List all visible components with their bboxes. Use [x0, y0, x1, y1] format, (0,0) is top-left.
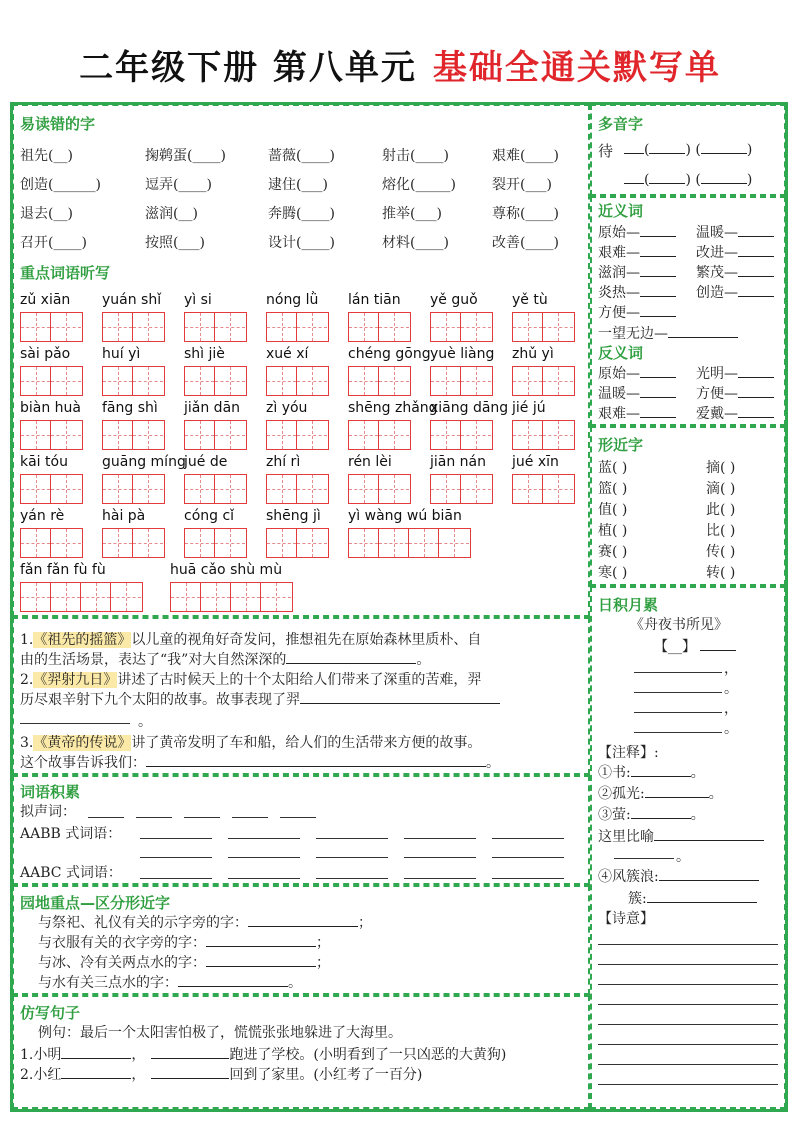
easy-char-item: 材料(____) — [382, 235, 449, 251]
grid-square — [543, 421, 573, 449]
grid-square — [51, 313, 81, 341]
grid-square — [171, 583, 201, 611]
similar-char: 此( ) — [706, 502, 736, 518]
writing-grid — [266, 312, 329, 342]
grid-square — [461, 367, 491, 395]
note-item: ③萤: 。 — [598, 807, 705, 823]
easy-char-item: 改善(____) — [492, 235, 559, 251]
pinyin-label: fāng shì — [102, 400, 158, 416]
synonym-item: 炎热— — [598, 282, 676, 302]
grid-square — [185, 421, 215, 449]
grid-square — [111, 583, 141, 611]
grid-square — [543, 475, 573, 503]
pinyin-label: biàn huà — [20, 400, 82, 416]
pinyin-label: yì si — [184, 292, 212, 308]
grid-square — [267, 529, 297, 557]
antonym-item: 艰难— — [598, 403, 676, 423]
writing-grid — [170, 582, 293, 612]
note-item: ②孤光: 。 — [598, 786, 723, 802]
poem-line — [634, 672, 722, 673]
pinyin-label: zhǔ yì — [512, 346, 554, 362]
poem-line — [634, 712, 722, 713]
writing-grid — [184, 420, 247, 450]
synonym-last: 一望无边— — [598, 323, 738, 343]
writing-grid — [430, 312, 493, 342]
writing-grid — [184, 528, 247, 558]
easy-char-item: 推举(___) — [382, 206, 442, 222]
pinyin-label: jué de — [184, 454, 228, 470]
grid-square — [231, 583, 261, 611]
similar-char: 寒( ) — [598, 565, 628, 581]
writing-grid — [20, 366, 83, 396]
answer-line — [316, 878, 388, 879]
writing-grid — [184, 312, 247, 342]
writing-grid — [184, 474, 247, 504]
writing-grid — [512, 366, 575, 396]
dictation-heading: 重点词语听写 — [20, 264, 111, 282]
meaning-line — [598, 1044, 778, 1045]
pinyin-label: lán tiān — [348, 292, 401, 308]
polyphone-char: 待 — [598, 142, 614, 160]
grid-square — [133, 475, 163, 503]
writing-grid — [20, 420, 83, 450]
pinyin-label: xiāng dāng — [430, 400, 509, 416]
pinyin-label: rén lèi — [348, 454, 392, 470]
grid-square — [103, 421, 133, 449]
grid-square — [185, 367, 215, 395]
pinyin-label: zǔ xiān — [20, 292, 71, 308]
grid-square — [379, 529, 409, 557]
grid-square — [349, 475, 379, 503]
easy-char-item: 退去(__) — [20, 206, 73, 222]
similar-char: 滴( ) — [706, 481, 736, 497]
onomatopoeia-label: 拟声词： — [20, 804, 76, 820]
pinyin-label: nóng lǜ — [266, 292, 319, 308]
easy-char-item: 滋润(__) — [145, 206, 198, 222]
answer-line — [88, 817, 124, 818]
grid-square — [513, 421, 543, 449]
grid-square — [461, 313, 491, 341]
meaning-line — [598, 1004, 778, 1005]
easy-char-item: 召开(____) — [20, 235, 87, 251]
similar-char: 蓝( ) — [598, 460, 628, 476]
grid-square — [261, 583, 291, 611]
writing-grid — [512, 474, 575, 504]
poem-author: 【__】 — [654, 636, 736, 656]
grid-square — [513, 367, 543, 395]
antonym-item: 方便— — [696, 383, 774, 403]
pinyin-label: yì wàng wú biān — [348, 508, 462, 524]
grid-square — [103, 313, 133, 341]
grid-square — [21, 421, 51, 449]
synonym-item: 原始— — [598, 222, 676, 242]
grid-square — [133, 529, 163, 557]
pinyin-label: cóng cǐ — [184, 508, 235, 524]
pinyin-label: chéng gōng — [348, 346, 431, 362]
pinyin-label: jiǎn dān — [184, 400, 241, 416]
easy-char-item: 逮住(___) — [268, 177, 328, 193]
antonym-item: 光明— — [696, 363, 774, 383]
synonym-item: 创造— — [696, 282, 774, 302]
easy-char-item: 尊称(____) — [492, 206, 559, 222]
grid-square — [185, 475, 215, 503]
answer-line — [316, 857, 388, 858]
text-paragraph-2: 2.《羿射九日》讲述了古时候天上的十个太阳给人们带来了深重的苦难，羿 历尽艰辛射下九个太阳的故事。故事表现了羿 — [20, 670, 586, 710]
writing-grid — [348, 366, 411, 396]
aabc-label: AABC 式词语： — [20, 865, 122, 881]
page-title: 二年级下册 第八单元 基础全通关默写单 — [79, 48, 721, 88]
grid-square — [431, 367, 461, 395]
grid-square — [297, 529, 327, 557]
answer-line — [140, 857, 212, 858]
answer-line — [232, 817, 268, 818]
pinyin-label: hài pà — [102, 508, 146, 524]
pinyin-label: jié jú — [512, 400, 546, 416]
writing-grid — [348, 420, 411, 450]
garden-line: 与水有关三点水的字： 。 — [38, 975, 302, 991]
grid-square — [349, 529, 379, 557]
pinyin-label: kāi tóu — [20, 454, 68, 470]
garden-line: 与祭祀、礼仪有关的示字旁的字： ； — [38, 915, 372, 931]
writing-grid — [266, 528, 329, 558]
grid-square — [267, 421, 297, 449]
grid-square — [215, 313, 245, 341]
grid-square — [379, 421, 409, 449]
grid-square — [513, 313, 543, 341]
easy-char-item: 熔化(_____) — [382, 177, 456, 193]
grid-square — [431, 421, 461, 449]
easy-char-item: 裂开(___) — [492, 177, 552, 193]
answer-line — [492, 878, 564, 879]
pinyin-label: yě tù — [512, 292, 548, 308]
synonym-item: 繁茂— — [696, 262, 774, 282]
easy-char-item: 射击(____) — [382, 148, 449, 164]
grid-square — [103, 367, 133, 395]
writing-grid — [430, 474, 493, 504]
grid-square — [297, 367, 327, 395]
meaning-label: 【诗意】 — [598, 911, 654, 927]
grid-square — [51, 529, 81, 557]
writing-grid — [266, 474, 329, 504]
easy-char-item: 奔腾(____) — [268, 206, 335, 222]
pinyin-label: sài pǎo — [20, 346, 71, 362]
pinyin-label: zì yóu — [266, 400, 308, 416]
answer-line — [136, 817, 172, 818]
grid-square — [215, 421, 245, 449]
imitate-sentence-1: 1.小明 ， 跑进了学校。(小明看到了一只凶恶的大黄狗) — [20, 1047, 507, 1063]
pinyin-label: shēng zhǎng — [348, 400, 438, 416]
imitate-heading: 仿写句子 — [20, 1004, 81, 1022]
imitate-example: 例句：最后一个太阳害怕极了，慌慌张张地躲进了大海里。 — [38, 1025, 402, 1041]
imitate-sentence-2: 2.小红 ， 回到了家里。(小红考了一百分) — [20, 1067, 423, 1083]
pinyin-label: yuán shǐ — [102, 292, 162, 308]
meaning-line — [598, 1064, 778, 1065]
writing-grid — [512, 312, 575, 342]
writing-grid — [348, 528, 471, 558]
grid-square — [215, 529, 245, 557]
poem-line — [634, 732, 722, 733]
grid-square — [439, 529, 469, 557]
answer-line — [228, 878, 300, 879]
answer-line — [404, 838, 476, 839]
synonym-item: 艰难— — [598, 242, 676, 262]
grid-square — [431, 313, 461, 341]
writing-grid — [266, 420, 329, 450]
pinyin-label: shēng jì — [266, 508, 321, 524]
writing-grid — [348, 474, 411, 504]
similar-char: 篮( ) — [598, 481, 628, 497]
grid-square — [431, 475, 461, 503]
grid-square — [21, 583, 51, 611]
grid-square — [297, 475, 327, 503]
synonym-item: 改进— — [696, 242, 774, 262]
poem-heading: 日积月累 — [598, 596, 659, 614]
answer-line — [140, 838, 212, 839]
writing-grid — [102, 420, 165, 450]
writing-grid — [102, 312, 165, 342]
writing-grid — [102, 474, 165, 504]
similar-char: 转( ) — [706, 565, 736, 581]
grid-square — [461, 421, 491, 449]
easy-char-item: 蔷薇(____) — [268, 148, 335, 164]
pinyin-label: jiān nán — [430, 454, 487, 470]
grid-square — [21, 529, 51, 557]
pinyin-label: zhí rì — [266, 454, 301, 470]
grid-square — [409, 529, 439, 557]
compare-line: 这里比喻 — [598, 826, 764, 846]
writing-grid — [430, 420, 493, 450]
answer-line — [280, 817, 316, 818]
answer-line — [404, 878, 476, 879]
writing-grid — [20, 528, 83, 558]
grid-square — [21, 313, 51, 341]
synonyms-heading: 近义词 — [598, 202, 644, 220]
pinyin-label: yě guǒ — [430, 292, 478, 308]
easy-char-item: 祖先(__) — [20, 148, 73, 164]
grid-square — [201, 583, 231, 611]
poem-title: 《舟夜书所见》 — [630, 617, 728, 633]
easy-char-item: 创造(______) — [20, 177, 101, 193]
answer-line — [492, 857, 564, 858]
grid-square — [461, 475, 491, 503]
aabb-label: AABB 式词语： — [20, 826, 122, 842]
answer-line — [404, 857, 476, 858]
writing-grid — [430, 366, 493, 396]
grid-square — [133, 367, 163, 395]
polyphone-heading: 多音字 — [598, 115, 644, 133]
cu-line: 簇: — [628, 888, 757, 908]
writing-grid — [20, 474, 83, 504]
grid-square — [185, 313, 215, 341]
answer-line — [184, 817, 220, 818]
answer-line — [316, 838, 388, 839]
meaning-line — [598, 1024, 778, 1025]
answer-line — [228, 857, 300, 858]
meaning-line — [598, 944, 778, 945]
easy-chars-heading: 易读错的字 — [20, 115, 96, 133]
grid-square — [21, 475, 51, 503]
similar-heading: 形近字 — [598, 436, 644, 454]
note-item: ①书: 。 — [598, 765, 705, 781]
grid-square — [379, 367, 409, 395]
meaning-line — [598, 984, 778, 985]
easy-char-item: 设计(____) — [268, 235, 335, 251]
pinyin-label: guāng míng — [102, 454, 186, 470]
similar-char: 摘( ) — [706, 460, 736, 476]
easy-char-item: 艰难(____) — [492, 148, 559, 164]
grid-square — [513, 475, 543, 503]
garden-line: 与衣服有关的衣字旁的字： ； — [38, 935, 330, 951]
similar-char: 赛( ) — [598, 544, 628, 560]
meaning-line — [598, 1084, 778, 1085]
grid-square — [103, 475, 133, 503]
writing-grid — [20, 312, 83, 342]
grid-square — [81, 583, 111, 611]
grid-square — [379, 475, 409, 503]
text-paragraph-1: 1.《祖先的摇篮》以儿童的视角好奇发问，推想祖先在原始森林里质朴、自 由的生活场景，表达了“我”对大自然深深的 。 — [20, 632, 482, 668]
similar-char: 传( ) — [706, 544, 736, 560]
writing-grid — [102, 528, 165, 558]
pinyin-label: huā cǎo shù mù — [170, 562, 283, 578]
easy-char-item: 掬鹈蛋(____) — [145, 148, 226, 164]
notes-label: 【注释】: — [598, 745, 659, 761]
text-paragraph-3: 3.《黄帝的传说》讲了黄帝发明了车和船，给人们的生活带来方便的故事。 这个故事告诉我们： 。 — [20, 735, 500, 771]
writing-grid — [348, 312, 411, 342]
pinyin-label: jué xīn — [512, 454, 559, 470]
grid-square — [267, 367, 297, 395]
grid-square — [349, 367, 379, 395]
garden-line: 与冰、冷有关两点水的字： ； — [38, 955, 330, 971]
answer-line — [140, 878, 212, 879]
writing-grid — [20, 582, 143, 612]
similar-char: 植( ) — [598, 523, 628, 539]
grid-square — [379, 313, 409, 341]
synonym-item: 温暖— — [696, 222, 774, 242]
answer-line — [228, 838, 300, 839]
pinyin-label: yuè liàng — [430, 346, 495, 362]
similar-char: 比( ) — [706, 523, 736, 539]
synonym-item: 滋润— — [598, 262, 676, 282]
grid-square — [349, 313, 379, 341]
grid-square — [297, 421, 327, 449]
grid-square — [51, 475, 81, 503]
similar-char: 值( ) — [598, 502, 628, 518]
grid-square — [267, 475, 297, 503]
grid-square — [297, 313, 327, 341]
antonym-item: 爱戴— — [696, 403, 774, 423]
pinyin-label: shì jiè — [184, 346, 225, 362]
pinyin-label: xué xí — [266, 346, 309, 362]
antonyms-heading: 反义词 — [598, 344, 644, 362]
synonym-item: 方便— — [598, 302, 676, 322]
grid-square — [349, 421, 379, 449]
grid-square — [103, 529, 133, 557]
wind-line: ④风簇浪: — [598, 866, 759, 886]
antonym-item: 温暖— — [598, 383, 676, 403]
writing-grid — [266, 366, 329, 396]
writing-grid — [102, 366, 165, 396]
vocab-heading: 词语积累 — [20, 783, 81, 801]
grid-square — [543, 313, 573, 341]
poem-line — [634, 692, 722, 693]
easy-char-item: 按照(___) — [145, 235, 205, 251]
grid-square — [133, 313, 163, 341]
grid-square — [51, 583, 81, 611]
antonym-item: 原始— — [598, 363, 676, 383]
grid-square — [51, 421, 81, 449]
grid-square — [267, 313, 297, 341]
pinyin-label: yán rè — [20, 508, 65, 524]
pinyin-label: huí yì — [102, 346, 141, 362]
grid-square — [215, 475, 245, 503]
writing-grid — [184, 366, 247, 396]
grid-square — [185, 529, 215, 557]
answer-line — [492, 838, 564, 839]
grid-square — [133, 421, 163, 449]
grid-square — [21, 367, 51, 395]
grid-square — [215, 367, 245, 395]
garden-heading: 园地重点—区分形近字 — [20, 894, 171, 912]
meaning-line — [598, 964, 778, 965]
grid-square — [51, 367, 81, 395]
easy-char-item: 逗弄(____) — [145, 177, 212, 193]
pinyin-label: fǎn fǎn fù fù — [20, 562, 106, 578]
writing-grid — [512, 420, 575, 450]
grid-square — [543, 367, 573, 395]
